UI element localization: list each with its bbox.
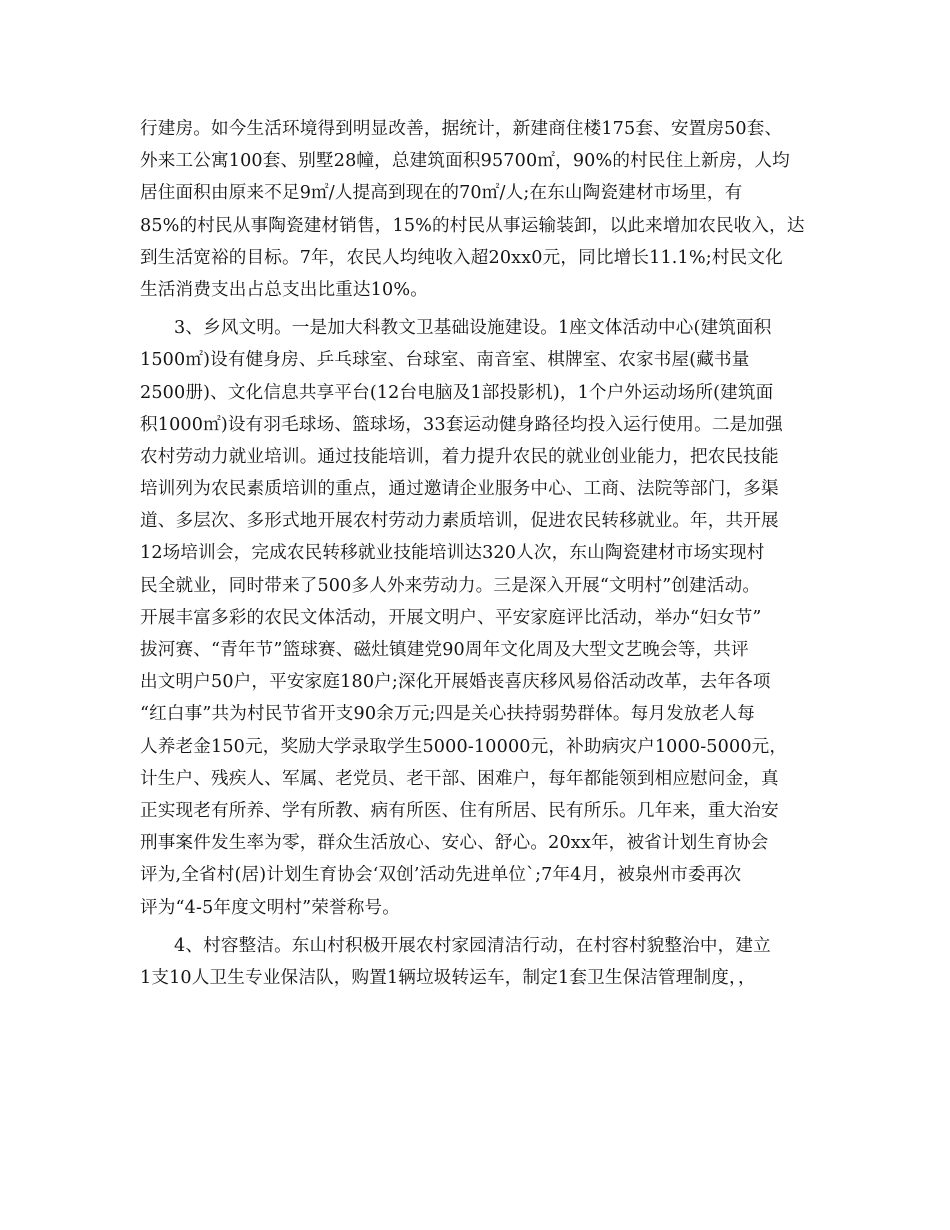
text-line-14: 12场培训会，完成农民转移就业技能培训达320人次，东山陶瓷建材市场实现村	[140, 543, 765, 564]
text-line-19: “红白事”共为村民节省开支90余万元;四是关心扶持弱势群体。每月发放老人每	[140, 704, 755, 725]
text-line-5: 到生活宽裕的目标。7年，农民人均纯收入超20xx0元，同比增长11.1%;村民文化	[140, 247, 783, 268]
text-line-12: 培训列为农民素质培训的重点，通过邀请企业服务中心、工商、法院等部门，多渠	[140, 479, 779, 500]
text-line-8: 1500㎡)设有健身房、乒乓球室、台球室、南音室、棋牌室、农家书屋(藏书量	[140, 350, 750, 371]
text-line-25: 评为“4-5年度文明村”荣誉称号。	[140, 897, 400, 918]
text-line-23: 刑事案件发生率为零，群众生活放心、安心、舒心。20xx年，被省计划生育协会	[140, 833, 769, 854]
text-line-27: 1支10人卫生专业保洁队，购置1辆垃圾转运车，制定1套卫生保洁管理制度，，	[140, 967, 756, 988]
section-3-heading-line: 3、乡风文明。一是加大科教文卫基础设施建设。1座文体活动中心(建筑面积	[174, 318, 772, 339]
text-line-4: 85%的村民从事陶瓷建材销售，15%的村民从事运输装卸，以此来增加农民收入，达	[140, 215, 805, 236]
text-line-20: 人养老金150元，奖励大学录取学生5000-10000元，补助病灾户1000-5000元，	[140, 736, 788, 757]
body-text	[140, 113, 820, 994]
text-line-10: 积1000㎡)设有羽毛球场、篮球场，33套运动健身路径均投入运行使用。二是加强	[140, 414, 783, 435]
text-line-16: 开展丰富多彩的农民文体活动，开展文明户、平安家庭评比活动，举办“妇女节”	[140, 607, 762, 628]
text-line-11: 农村劳动力就业培训。通过技能培训，着力提升农民的就业创业能力，把农民技能	[140, 446, 779, 467]
text-line-17: 拔河赛、“青年节”篮球赛、磁灶镇建党90周年文化周及大型文艺晚会等，共评	[140, 640, 749, 660]
text-line-1: 行建房。如今生活环境得到明显改善，据统计，新建商住楼175套、安置房50套、	[140, 119, 783, 139]
text-line-22: 正实现老有所养、学有所教、病有所医、住有所居、民有所乐。几年来，重大治安	[140, 800, 779, 821]
text-line-21: 计生户、残疾人、军属、老党员、老干部、困难户，每年都能领到相应慰问金，真	[140, 768, 779, 789]
text-line-24: 评为,全省村(居)计划生育协会‘双创’活动先进单位`;7年4月，被泉州市委再次	[140, 865, 742, 886]
text-line-13: 道、多层次、多形式地开展农村劳动力素质培训，促进农民转移就业。年，共开展	[140, 511, 779, 532]
text-line-2: 外来工公寓100套、别墅28幢，总建筑面积95700㎡，90%的村民住上新房，人均	[140, 151, 790, 172]
text-line-3: 居住面积由原来不足9㎡/人提高到现在的70㎡/人;在东山陶瓷建材市场里，有	[140, 183, 743, 204]
text-line-18: 出文明户50户，平安家庭180户;深化开展婚丧喜庆移风易俗活动改革，去年各项	[140, 672, 771, 693]
section-4-heading-line: 4、村容整洁。东山村积极开展农村家园清洁行动，在村容村貌整治中，建立	[174, 935, 771, 956]
text-line-6: 生活消费支出占总支出比重达10%。	[140, 279, 428, 300]
text-line-15: 民全就业，同时带来了500多人外来劳动力。三是深入开展“文明村”创建活动。	[140, 575, 761, 596]
text-line-9: 2500册)、文化信息共享平台(12台电脑及1部投影机)，1个户外运动场所(建筑面	[140, 382, 774, 403]
